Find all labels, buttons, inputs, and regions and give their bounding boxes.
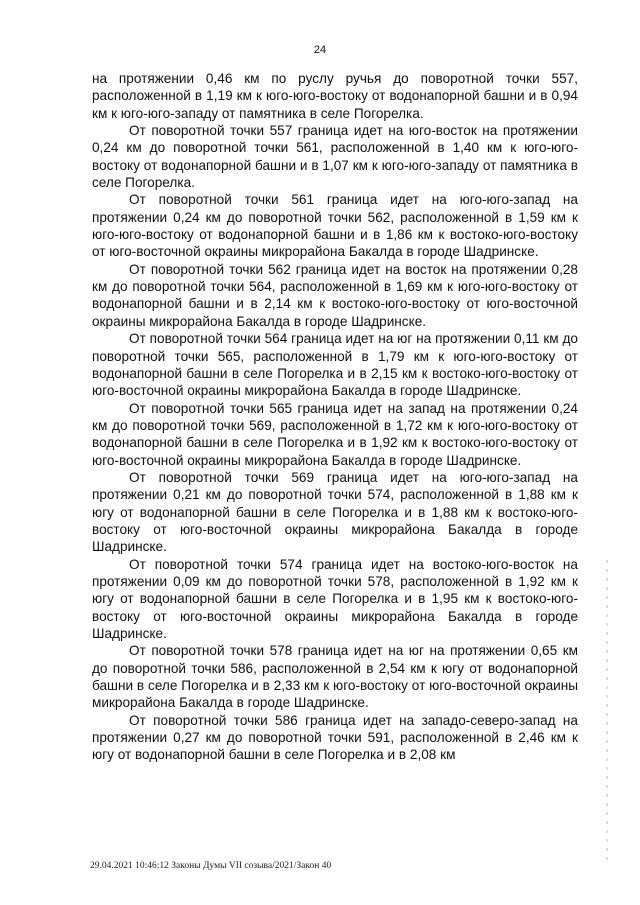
scan-edge-mark (606, 560, 608, 860)
paragraph: От поворотной точки 569 граница идет на юго-юго-запад на протяжении 0,21 км до поворотной точки 574, расположенной в 1,88 км к югу от водонапорной башни в селе Погорелка и в 1,88 км к востоко-юго-востоку от юго-восточной окраины микрорайона Бакалда в городе Шадринске. (92, 469, 578, 555)
paragraph: От поворотной точки 574 граница идет на востоко-юго-восток на протяжении 0,09 км до поворотной точки 578, расположенной в 1,92 км к югу от водонапорной башни в селе Погорелка и в 1,95 км к востоко-юго-востоку от юго-восточной окраины микрорайона Бакалда в городе Шадринске. (92, 556, 578, 641)
paragraph: От поворотной точки 557 граница идет на юго-восток на протяжении 0,24 км до поворотной точки 561, расположенной в 1,40 км к юго-юго-востоку от водонапорной башни и в 1,07 км к юго-юго-западу от памятника в селе Погорелка. (92, 123, 578, 191)
paragraph: От поворотной точки 578 граница идет на юг на протяжении 0,65 км до поворотной точки 586, расположенной в 2,54 км к югу от водонапорной башни в селе Погорелка и в 2,33 км к юго-востоку от юго-восточной окраины микрорайона Бакалда в городе Шадринске. (92, 643, 578, 711)
document-body (92, 70, 578, 764)
page-number: 24 (313, 44, 327, 56)
paragraph-continuation: на протяжении 0,46 км по руслу ручья до поворотной точки 557, расположенной в 1,19 км к юго-юго-востоку от водонапорной башни и в 0,94 км к юго-юго-западу от памятника в селе Погорелка. (92, 71, 578, 121)
paragraph: От поворотной точки 565 граница идет на запад на протяжении 0,24 км до поворотной точки 569, расположенной в 1,72 км к юго-юго-востоку от водонапорной башни в селе Погорелка и в 1,92 км к востоко-юго-востоку от юго-восточной окраины микрорайона Бакалда в городе Шадринске. (92, 400, 578, 468)
document-footer: 29.04.2021 10:46:12 Законы Думы VII созыва/2021/Закон 40 (90, 861, 332, 871)
paragraph: От поворотной точки 562 граница идет на восток на протяжении 0,28 км до поворотной точки 564, расположенной в 1,69 км к юго-юго-востоку от водонапорной башни и в 2,14 км к востоко-юго-востоку от юго-восточной окраины микрорайона Бакалда в городе Шадринске. (92, 261, 578, 329)
paragraph: От поворотной точки 586 граница идет на западо-северо-запад на протяжении 0,27 км до поворотной точки 591, расположенной в 2,46 км к югу от водонапорной башни в селе Погорелка и в 2,08 км (92, 712, 578, 763)
paragraph: От поворотной точки 561 граница идет на юго-юго-запад на протяжении 0,24 км до поворотной точки 562, расположенной в 1,59 км к юго-юго-востоку от водонапорной башни и в 1,86 км к востоко-юго-востоку от юго-восточной окраины микрорайона Бакалда в городе Шадринске. (92, 192, 578, 260)
paragraph: От поворотной точки 564 граница идет на юг на протяжении 0,11 км до поворотной точки 565, расположенной в 1,79 км к юго-юго-востоку от водонапорной башни в селе Погорелка и в 2,15 км к востоко-юго-востоку от юго-восточной окраины микрорайона Бакалда в городе Шадринске. (92, 331, 578, 399)
